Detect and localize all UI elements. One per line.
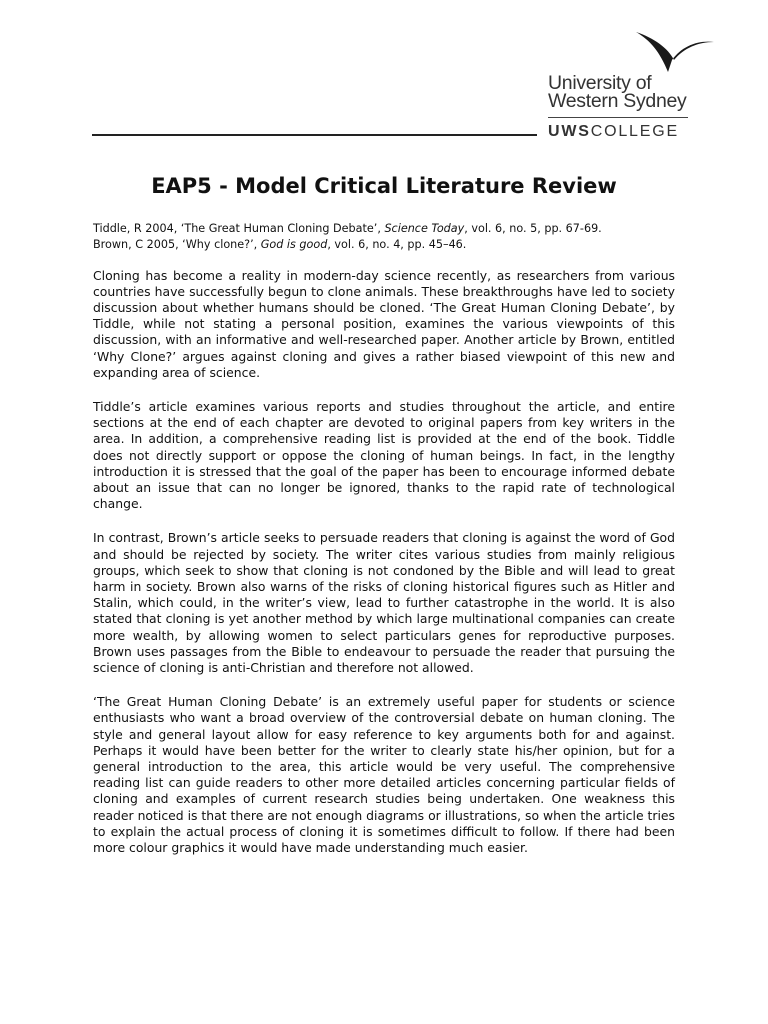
reference-journal: Science Today xyxy=(384,222,465,235)
body-paragraph: Tiddle’s article examines various reports and studies throughout the article, and entire sections at the end of each chapter are devoted to original papers from key writers in the area. In addition, a comprehensive reading list is provided at the end of the book. Tiddle does not directly support or oppose the cloning of human beings. In fact, in the lengthy introduction it is stressed that the goal of the paper has been to encourage informed debate about an issue that can no longer be ignored, thanks to the rapid rate of technological change. xyxy=(93,399,675,512)
university-logo xyxy=(548,30,718,145)
reference-journal: God is good xyxy=(260,237,328,251)
reference-details: , vol. 6, no. 5, pp. 67-69. xyxy=(464,222,602,235)
body-paragraph: ‘The Great Human Cloning Debate’ is an extremely useful paper for students or science enthusiasts who want a broad overview of the controversial debate on human cloning. The style and general layout allow for easy reference to key arguments both for and against. Perhaps it would have been better for the writer to clearly state his/her opinion, but for a general introduction to the area, this article would be very useful. The comprehensive reading list can guide readers to other more detailed articles concerning particular fields of cloning and examples of current research studies being undertaken. One weakness this reader noticed is that there are not enough diagrams or illustrations, so when the article tries to explain the actual process of cloning it is sometimes difficult to follow. If there had been more colour graphics it would have made understanding much easier. xyxy=(93,694,675,856)
document-body xyxy=(93,221,675,874)
logo-university-line1: University of xyxy=(548,72,652,94)
reference-entry xyxy=(93,237,675,253)
header-divider xyxy=(92,134,537,136)
document-title: EAP5 - Model Critical Literature Review xyxy=(151,174,617,198)
logo-university-line2: Western Sydney xyxy=(548,90,687,112)
logo-college-rest: COLLEGE xyxy=(590,123,679,140)
reference-details: , vol. 6, no. 4, pp. 45–46. xyxy=(327,237,467,251)
logo-divider xyxy=(548,117,688,118)
logo-college-bold: UWS xyxy=(548,123,591,140)
body-paragraph: In contrast, Brown’s article seeks to persuade readers that cloning is against the word of God and should be rejected by society. The writer cites various studies from mainly religious groups, which seek to show that cloning is not condoned by the Bible and will lead to great harm in society. Brown also warns of the risks of cloning historical figures such as Hitler and Stalin, which could, in the writer’s view, lead to further catastrophe in the world. It is also stated that cloning is yet another method by which large multinational companies can create more wealth, by allowing women to select particulars genes for reproductive purposes. Brown uses passages from the Bible to endeavour to persuade the reader that pursuing the science of cloning is anti-Christian and therefore not allowed. xyxy=(93,530,675,676)
logo-college xyxy=(548,124,679,140)
reference-entry xyxy=(93,221,675,237)
reference-list xyxy=(93,221,675,253)
body-paragraph: Cloning has become a reality in modern-day science recently, as researchers from various countries have successfully begun to clone animals. These breakthroughs have led to society discussion about whether humans should be cloned. ‘The Great Human Cloning Debate’, by Tiddle, while not stating a personal position, examines the various viewpoints of this discussion, with an informative and well-researched paper. Another article by Brown, entitled ‘Why Clone?’ argues against cloning and gives a rather biased viewpoint of this new and expanding area of science. xyxy=(93,267,675,380)
reference-text: Tiddle, R 2004, ‘The Great Human Cloning Debate’, xyxy=(93,222,385,235)
reference-text: Brown, C 2005, ‘Why clone?’, xyxy=(93,237,261,251)
